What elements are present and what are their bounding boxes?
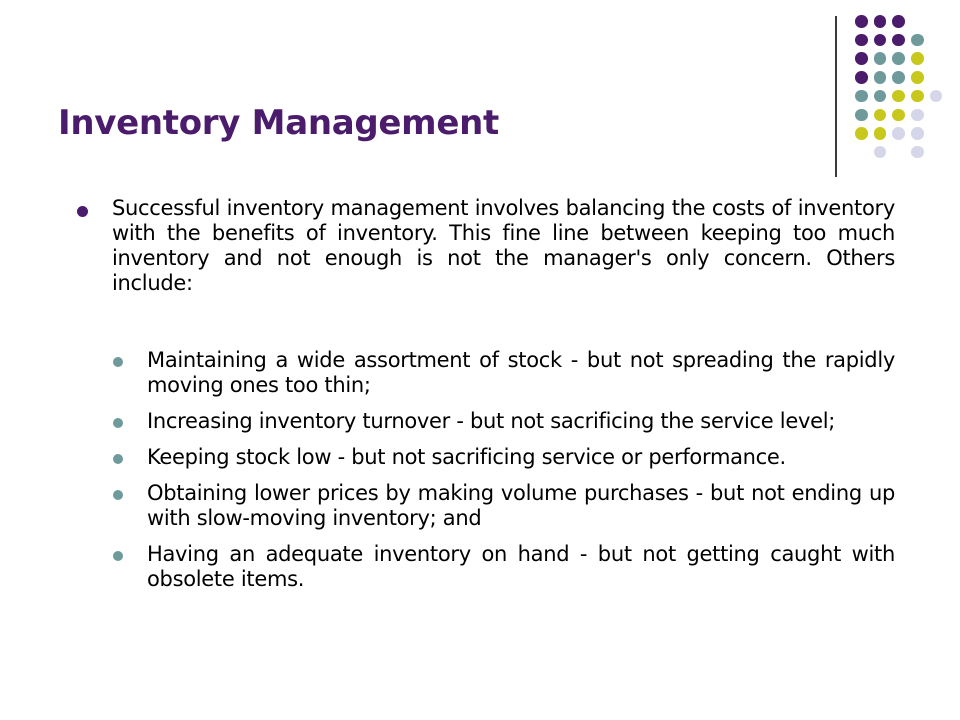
decorative-dot-grid [0, 0, 960, 180]
decorative-dot [874, 71, 887, 84]
decorative-dot [874, 109, 887, 122]
decorative-dot [911, 52, 924, 65]
sub-bullet-item [147, 542, 895, 592]
decorative-dot [874, 146, 887, 159]
decorative-dot [855, 34, 868, 47]
decorative-dot [911, 109, 924, 122]
decorative-dot [892, 52, 905, 65]
decorative-dot [892, 127, 905, 140]
decorative-dot [892, 71, 905, 84]
decorative-dot [892, 90, 905, 103]
decorative-dot [874, 90, 887, 103]
decorative-dot [911, 146, 924, 159]
sub-bullet-item [147, 409, 895, 434]
decorative-dot [874, 127, 887, 140]
sub-bullet-text: Increasing inventory turnover - but not sacrificing the service level; [147, 409, 836, 433]
sub-bullet-item [147, 481, 895, 531]
sub-bullet-dot [113, 454, 123, 464]
sub-bullet-dot [113, 490, 123, 500]
slide-title: Inventory Management [58, 103, 499, 143]
decorative-dot [911, 90, 924, 103]
decorative-dot [930, 90, 943, 103]
main-bullet-dot [77, 206, 88, 217]
decorative-dot [892, 34, 905, 47]
decorative-dot [855, 109, 868, 122]
sub-bullet-dot [113, 418, 123, 428]
decorative-dot [911, 71, 924, 84]
decorative-dot [874, 52, 887, 65]
sub-bullet-text: Having an adequate inventory on hand - but not getting caught with obsolete items. [147, 542, 895, 591]
sub-bullet-text: Obtaining lower prices by making volume purchases - but not ending up with slow-moving inventory; and [147, 481, 895, 530]
decorative-dot [911, 127, 924, 140]
decorative-dot [911, 34, 924, 47]
decorative-dot [892, 109, 905, 122]
sub-bullet-text: Keeping stock low - but not sacrificing service or performance. [147, 445, 786, 469]
sub-bullet-text: Maintaining a wide assortment of stock - but not spreading the rapidly moving ones too thin; [147, 348, 895, 397]
decorative-dot [892, 15, 905, 28]
title-divider-line [835, 16, 837, 177]
sub-bullet-dot [113, 551, 123, 561]
decorative-dot [855, 90, 868, 103]
decorative-dot [874, 34, 887, 47]
decorative-dot [855, 71, 868, 84]
sub-bullet-item [147, 348, 895, 398]
decorative-dot [855, 127, 868, 140]
sub-bullet-item [147, 445, 895, 470]
sub-bullet-dot [113, 357, 123, 367]
decorative-dot [855, 15, 868, 28]
main-paragraph: Successful inventory management involves balancing the costs of inventory with the benefits of inventory. This fine line between keeping too much inventory and not enough is not the manager's only concern. Others include: [112, 196, 895, 295]
sub-bullet-list [147, 348, 895, 603]
decorative-dot [855, 52, 868, 65]
decorative-dot [874, 15, 887, 28]
